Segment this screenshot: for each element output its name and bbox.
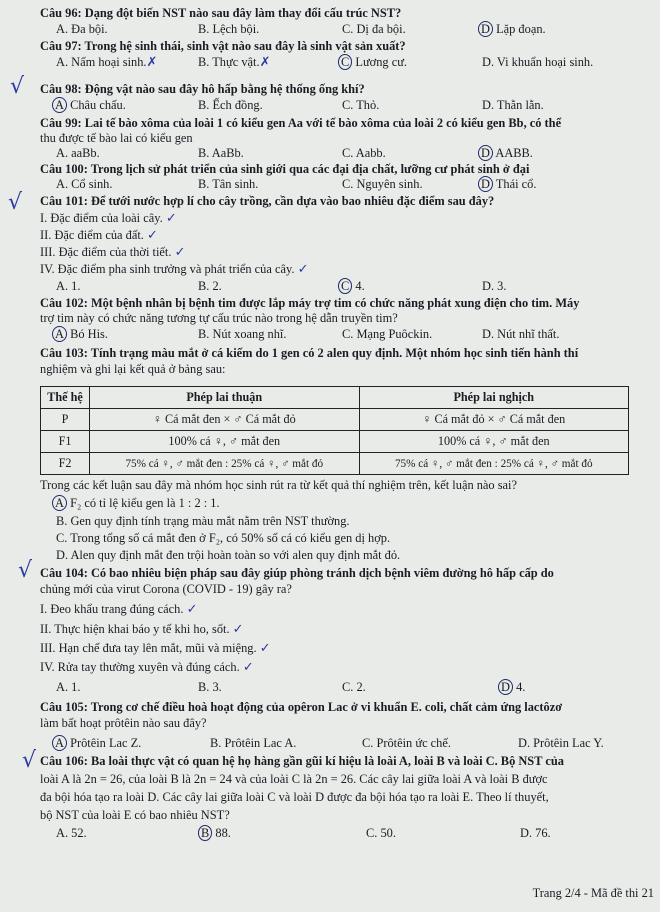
question-stem-cont: trợ tim này có chức năng tương tự cấu trúc nào trong hệ dẫn truyền tim? (40, 311, 398, 325)
statement-3: III. Đặc điểm của thời tiết. ✓ (40, 245, 186, 260)
option-b: B. Nút xoang nhĩ. (198, 327, 287, 341)
question-99-cont (40, 131, 636, 146)
question-103-cont (40, 362, 636, 377)
question-106 (40, 754, 636, 769)
question-stem: Câu 97: Trong hệ sinh thái, sinh vật nào sau đây là sinh vật sản xuất? (40, 39, 406, 53)
option-a: A. 1. (56, 279, 81, 293)
option-a-selected: A Châu chấu. (56, 98, 126, 113)
check-mark-icon: √ (22, 748, 37, 773)
question-102-cont (40, 311, 636, 326)
option-a-selected: A Prôtêin Lac Z. (56, 736, 141, 751)
results-table (40, 386, 629, 475)
question-103 (40, 346, 636, 361)
option-d: D. Nút nhĩ thất. (482, 327, 560, 341)
table-row (41, 453, 629, 475)
option-d-selected: D AABB. (482, 146, 533, 161)
option-a: A. aaBb. (56, 146, 100, 160)
question-stem: Câu 96: Dạng đột biến NST nào sau đây làm thay đổi cấu trúc NST? (40, 6, 402, 20)
option-b-selected: B 88. (202, 826, 231, 841)
option-c-selected: C 4. (342, 279, 365, 294)
question-105-cont (40, 716, 636, 731)
statement-4: IV. Đặc điểm pha sinh trưởng và phát triển của cây. ✓ (40, 262, 309, 277)
option-a: A. 52. (56, 826, 87, 840)
answer-circle: A (52, 495, 67, 511)
statement-1: I. Đặc điểm của loài cây. ✓ (40, 211, 177, 226)
check-mark-icon: ✓ (174, 245, 186, 260)
table-row (41, 431, 629, 453)
check-mark-icon: ✓ (232, 622, 244, 637)
generation-cell: F1 (41, 431, 90, 453)
option-c: C. Trong tổng số cá mắt đen ở F₂, có 50% số cá có kiểu gen dị hợp. (56, 531, 391, 545)
option-c: C. Mạng Puôckin. (342, 327, 433, 341)
option-c: C. Dị đa bội. (342, 22, 406, 36)
question-99 (40, 116, 636, 131)
option-c: C. 2. (342, 680, 366, 694)
option-a: A. Cổ sinh. (56, 177, 113, 191)
check-mark-icon: ✓ (259, 641, 271, 656)
table-row (41, 409, 629, 431)
generation-cell: P (41, 409, 90, 431)
question-103-prompt: Trong các kết luận sau đây mà nhóm học sinh rút ra từ kết quả thí nghiệm trên, kết luận nào sai? (40, 478, 517, 492)
answer-circle: A (52, 326, 67, 342)
check-mark-icon: √ (8, 190, 23, 215)
cross-mark-icon: ✗ (259, 55, 271, 70)
option-c: C. 50. (366, 826, 396, 840)
check-mark-icon: ✓ (297, 262, 309, 277)
generation-cell: F2 (41, 453, 90, 475)
statement-4: IV. Rửa tay thường xuyên và đúng cách. ✓ (40, 660, 254, 675)
question-stem: Câu 103: Tính trạng màu mắt ở cá kiếm do 1 gen có 2 alen quy định. Một nhóm học sinh tiến hành thí (40, 346, 579, 360)
option-a: A. 1. (56, 680, 81, 694)
option-a-selected: A Bó His. (56, 327, 108, 342)
answer-circle: D (478, 176, 493, 192)
option-c: C. Nguyên sinh. (342, 177, 423, 191)
question-104 (40, 566, 636, 581)
question-stem: Câu 100: Trong lịch sử phát triển của sinh giới qua các đại địa chất, lưỡng cư phát sinh ở đại (40, 162, 530, 176)
question-stem: Câu 98: Động vật nào sau đây hô hấp bằng hệ thống ống khí? (40, 82, 365, 96)
forward-cell: 75% cá ♀, ♂ mắt đen : 25% cá ♀, ♂ mắt đỏ (90, 453, 360, 475)
page-footer: Trang 2/4 - Mã đề thi 21 (532, 886, 654, 900)
answer-circle: D (498, 679, 513, 695)
question-105 (40, 700, 636, 715)
header-forward-cross: Phép lai thuận (90, 387, 360, 409)
answer-circle: C (338, 54, 352, 70)
question-106-cont2: đa bội hóa tạo ra loài D. Các cây lai giữa loài C và loài D được đa bội hóa tạo ra loài E. Theo lí thuyết, (40, 790, 549, 804)
option-b: B. AaBb. (198, 146, 244, 160)
option-c: C. Thỏ. (342, 98, 380, 112)
check-mark-icon: ✓ (242, 660, 254, 675)
question-97 (40, 39, 636, 54)
option-d: D. Prôtêin Lac Y. (518, 736, 604, 750)
check-mark-icon: √ (18, 558, 33, 583)
statement-2: II. Thực hiện khai báo y tế khi ho, sốt. ✓ (40, 622, 244, 637)
cross-mark-icon: ✗ (146, 55, 158, 70)
question-stem: Câu 104: Có bao nhiêu biện pháp sau đây giúp phòng tránh dịch bệnh viêm đường hô hấp cấp do (40, 566, 554, 580)
question-stem: Câu 102: Một bệnh nhân bị bệnh tim được lắp máy trợ tim có chức năng phát xung điện cho tim. Máy (40, 296, 580, 310)
question-106-cont1: loài A là 2n = 26, của loài B là 2n = 24 và của loài C là 2n = 26. Các cây lai giữa loài A và loài B được (40, 772, 548, 786)
question-stem: Câu 106: Ba loài thực vật có quan hệ họ hàng gần gũi kí hiệu là loài A, loài B và loài C. Bộ NST của (40, 754, 564, 768)
question-stem-cont: nghiệm và ghi lại kết quả ở bảng sau: (40, 362, 226, 376)
table-header-row (41, 387, 629, 409)
check-mark-icon: ✓ (186, 602, 198, 617)
question-102 (40, 296, 636, 311)
forward-cell: 100% cá ♀, ♂ mắt đen (90, 431, 360, 453)
answer-circle: B (198, 825, 212, 841)
option-a: A. Nấm hoại sinh.✗ (56, 55, 158, 70)
option-d-selected: D Thái cổ. (482, 177, 536, 192)
question-stem-cont: thu được tế bào lai có kiểu gen (40, 131, 193, 145)
statement-2: II. Đặc điểm của đất. ✓ (40, 228, 158, 243)
reverse-cell: 100% cá ♀, ♂ mắt đen (359, 431, 629, 453)
option-d: D. Thằn lằn. (482, 98, 544, 112)
answer-circle: D (478, 21, 493, 37)
header-generation: Thế hệ (41, 387, 90, 409)
option-d: D. 76. (520, 826, 551, 840)
question-106-cont3: bộ NST của loài E có bao nhiêu NST? (40, 808, 230, 822)
option-b: B. Thực vật.✗ (198, 55, 271, 70)
header-reverse-cross: Phép lai nghịch (359, 387, 629, 409)
option-b: B. Gen quy định tính trạng màu mắt nằm trên NST thường. (56, 514, 350, 528)
question-98 (40, 82, 636, 97)
question-stem-cont: chủng mới của virut Corona (COVID - 19) gây ra? (40, 582, 292, 596)
option-b: B. Tân sinh. (198, 177, 259, 191)
option-d-selected: D 4. (502, 680, 525, 695)
check-mark-icon: ✓ (165, 211, 177, 226)
option-d: D. 3. (482, 279, 507, 293)
question-stem-cont: làm bất hoạt prôtêin nào sau đây? (40, 716, 207, 730)
question-101 (40, 194, 636, 209)
question-stem: Câu 101: Để tưới nước hợp lí cho cây trồng, cần dựa vào bao nhiêu đặc điểm sau đây? (40, 194, 495, 208)
statement-1: I. Đeo khẩu trang đúng cách. ✓ (40, 602, 198, 617)
option-a: A. Đa bội. (56, 22, 108, 36)
option-a-selected: A F₂ có tỉ lệ kiểu gen là 1 : 2 : 1. (56, 496, 636, 511)
option-d-selected: D Lặp đoạn. (482, 22, 546, 37)
question-104-cont (40, 582, 636, 597)
option-d: D. Alen quy định mắt đen trội hoàn toàn so với alen quy định mắt đỏ. (56, 548, 401, 562)
answer-circle: D (478, 145, 493, 161)
answer-circle: A (52, 97, 67, 113)
answer-circle: C (338, 278, 352, 294)
reverse-cell: 75% cá ♀, ♂ mắt đen : 25% cá ♀, ♂ mắt đỏ (359, 453, 629, 475)
option-b: B. Ếch đồng. (198, 98, 263, 112)
option-b: B. Lệch bội. (198, 22, 260, 36)
check-mark-icon: √ (10, 74, 25, 99)
reverse-cell: ♀ Cá mắt đỏ × ♂ Cá mắt đen (359, 409, 629, 431)
forward-cell: ♀ Cá mắt đen × ♂ Cá mắt đỏ (90, 409, 360, 431)
check-mark-icon: ✓ (147, 228, 158, 243)
option-b: B. 2. (198, 279, 222, 293)
option-d: D. Vi khuẩn hoại sinh. (482, 55, 594, 69)
option-b: B. Prôtêin Lac A. (210, 736, 297, 750)
question-stem: Câu 105: Trong cơ chế điều hoà hoạt động của opêron Lac ở vi khuẩn E. coli, chất cảm ứng lactôzơ (40, 700, 563, 714)
option-c: C. Prôtêin ức chế. (362, 736, 451, 750)
statement-3: III. Hạn chế đưa tay lên mắt, mũi và miệng. ✓ (40, 641, 271, 656)
question-100 (40, 162, 636, 177)
option-b: B. 3. (198, 680, 222, 694)
question-96 (40, 6, 636, 21)
option-c: C. Aabb. (342, 146, 386, 160)
answer-circle: A (52, 735, 67, 751)
question-stem: Câu 99: Lai tế bào xôma của loài 1 có kiểu gen Aa với tế bào xôma của loài 2 có kiểu gen Bb, có thể (40, 116, 562, 130)
option-c-selected: C Lương cư. (342, 55, 407, 70)
